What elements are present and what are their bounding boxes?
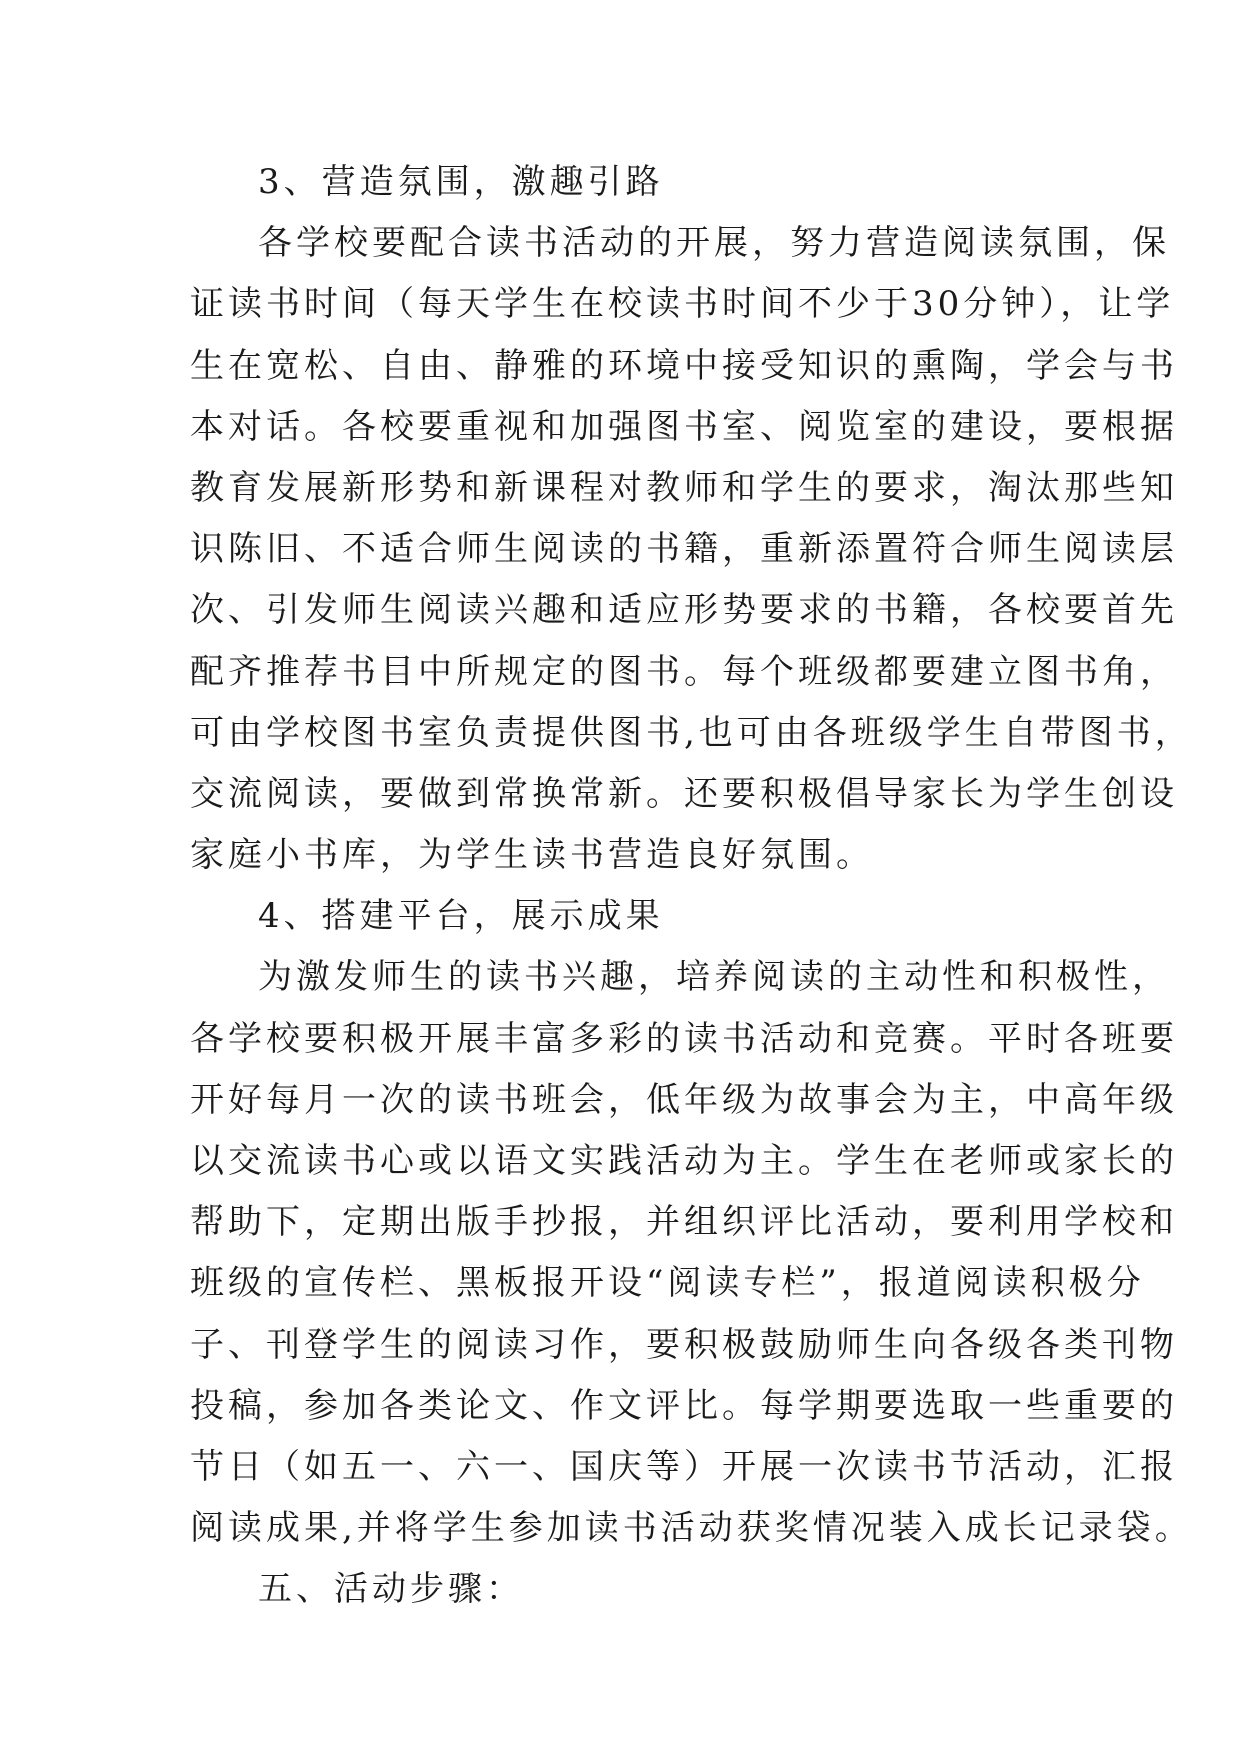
paragraph-line: 交流阅读，要做到常换常新。还要积极倡导家长为学生创设 <box>190 773 1178 814</box>
paragraph-line: 各学校要配合读书活动的开展，努力营造阅读氛围，保 <box>258 223 1170 264</box>
paragraph-line: 为激发师生的读书兴趣，培养阅读的主动性和积极性， <box>258 957 1170 998</box>
paragraph-line: 可由学校图书室负责提供图书,也可由各班级学生自带图书， <box>190 712 1193 753</box>
paragraph-line: 配齐推荐书目中所规定的图书。每个班级都要建立图书角， <box>190 651 1178 692</box>
paragraph-line: 节日（如五一、六一、国庆等）开展一次读书节活动，汇报 <box>190 1446 1178 1487</box>
paragraph-line: 开好每月一次的读书班会，低年级为故事会为主，中高年级 <box>190 1079 1178 1120</box>
section-5-heading: 五、活动步骤： <box>258 1569 524 1610</box>
paragraph-line: 投稿，参加各类论文、作文评比。每学期要选取一些重要的 <box>190 1385 1178 1426</box>
paragraph-line: 家庭小书库，为学生读书营造良好氛围。 <box>190 835 874 876</box>
paragraph-line: 班级的宣传栏、黑板报开设“阅读专栏”，报道阅读积极分 <box>190 1263 1145 1304</box>
document-body <box>190 152 1193 1621</box>
paragraph-line: 识陈旧、不适合师生阅读的书籍，重新添置符合师生阅读层 <box>190 529 1178 570</box>
paragraph-line: 教育发展新形势和新课程对教师和学生的要求，淘汰那些知 <box>190 467 1178 508</box>
paragraph-line: 阅读成果,并将学生参加读书活动获奖情况装入成长记录袋。 <box>190 1508 1193 1549</box>
paragraph-line: 各学校要积极开展丰富多彩的读书活动和竞赛。平时各班要 <box>190 1018 1178 1059</box>
paragraph-line: 子、刊登学生的阅读习作，要积极鼓励师生向各级各类刊物 <box>190 1324 1178 1365</box>
paragraph-line: 证读书时间（每天学生在校读书时间不少于30分钟），让学 <box>190 284 1175 325</box>
section-3-heading: 3、营造氛围，激趣引路 <box>258 162 664 202</box>
paragraph-line: 以交流读书心或以语文实践活动为主。学生在老师或家长的 <box>190 1141 1178 1181</box>
paragraph-line: 帮助下，定期出版手抄报，并组织评比活动，要利用学校和 <box>190 1202 1178 1243</box>
paragraph-line: 本对话。各校要重视和加强图书室、阅览室的建设，要根据 <box>190 406 1178 447</box>
paragraph-line: 次、引发师生阅读兴趣和适应形势要求的书籍，各校要首先 <box>190 590 1178 631</box>
paragraph-line: 生在宽松、自由、静雅的环境中接受知识的熏陶，学会与书 <box>190 345 1178 386</box>
section-4-heading: 4、搭建平台，展示成果 <box>258 896 664 937</box>
